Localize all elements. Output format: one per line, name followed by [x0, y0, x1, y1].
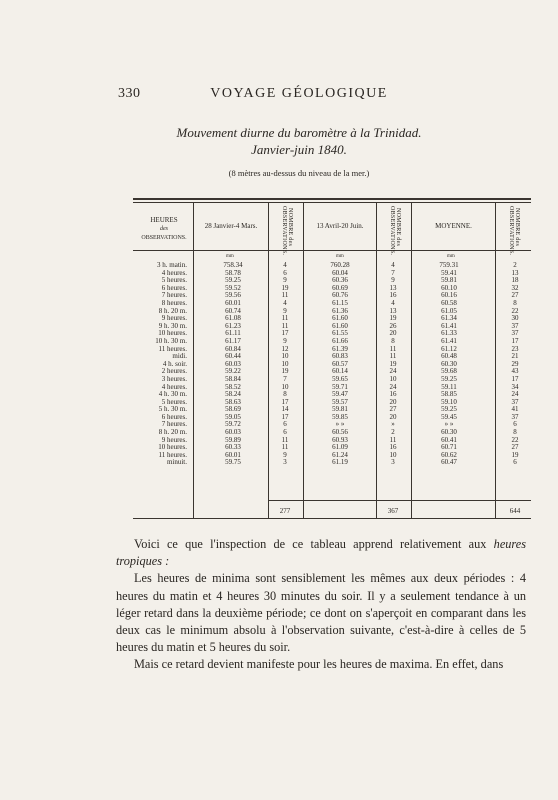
hour-label: 9 heures. [161, 435, 187, 444]
col-rule [268, 202, 269, 518]
period1-count: 3 [283, 458, 287, 467]
header-period2: 13 Avril-20 Juin. [316, 222, 364, 230]
period1-value: 59.75 [225, 458, 241, 467]
period2-value: 760.28 [330, 261, 350, 269]
mean-value: » » [444, 420, 454, 429]
col-rule [376, 202, 377, 518]
mean-value: 60.47 [441, 458, 457, 467]
period1-value: 758.34 [223, 261, 243, 269]
period1-count: 6 [283, 268, 287, 277]
period2-count: 24 [389, 367, 397, 376]
period2-value: 59.47 [332, 390, 348, 399]
period2-value: 60.76 [332, 291, 348, 300]
period1-count: 17 [281, 329, 289, 338]
hour-label: 10 heures. [158, 443, 187, 452]
hour-label: 3 heures. [161, 374, 187, 383]
period1-value: 58.52 [225, 382, 241, 391]
period1-value: 59.05 [225, 412, 241, 421]
period2-value: » » [335, 420, 345, 429]
period1-value: 59.56 [225, 291, 241, 300]
period1-count: 17 [281, 397, 289, 406]
hour-label: 10 heures. [158, 329, 187, 338]
period2-value: 61.19 [332, 458, 348, 467]
period1-value: 61.11 [225, 329, 241, 338]
table-total-rule [268, 500, 531, 501]
mean-value: 60.48 [441, 352, 457, 361]
period2-value: 61.24 [332, 450, 348, 459]
mean-count: 8 [513, 428, 517, 437]
period1-count: 10 [281, 359, 289, 368]
mean-value: 59.10 [441, 397, 457, 406]
period2-value: 61.60 [332, 314, 348, 323]
period1-value: 59.25 [225, 276, 241, 285]
period1-count: 9 [283, 336, 287, 345]
mean-count: 43 [511, 367, 519, 376]
period2-value: 61.66 [332, 336, 348, 345]
mean-value: 60.58 [441, 298, 457, 307]
hour-label: 8 h. 20 m. [158, 428, 187, 437]
col-rule [303, 202, 304, 518]
period1-value: 59.52 [225, 283, 241, 292]
period1-value: 60.01 [225, 298, 241, 307]
period1-value: 61.17 [225, 336, 241, 345]
hour-label: 9 heures. [161, 314, 187, 323]
period2-value: 60.04 [332, 268, 348, 277]
period2-value: 60.56 [332, 428, 348, 437]
mean-value: 60.16 [441, 291, 457, 300]
hour-label: midi. [172, 352, 187, 361]
mean-value: 61.33 [441, 329, 457, 338]
hour-label: 7 heures. [161, 420, 187, 429]
period2-value: 61.39 [332, 344, 348, 353]
mean-count: 29 [511, 359, 519, 368]
paragraph-2: Les heures de minima sont sensiblement les mêmes aux deux périodes : 4 heures du matin et 4 heures 30 minutes du soir. Il y a seulement tendance à un léger retard dans la deuxième période; ce dont on s'aperçoit en comparant dans les deux cas le minimum absolu à l'observation suivante, c'est-à-dire à celles de 5 heures du matin et 5 heures du soir. [116, 571, 526, 655]
period2-value: 61.15 [332, 298, 348, 307]
period1-value: 58.78 [225, 268, 241, 277]
period2-value: 60.36 [332, 276, 348, 285]
hour-label: 10 h. 30 m. [155, 336, 187, 345]
period2-count: 8 [391, 336, 395, 345]
period2-value: 61.60 [332, 321, 348, 330]
period1-count: 12 [281, 344, 289, 353]
period1-count: 11 [281, 291, 289, 300]
period1-count: 9 [283, 276, 287, 285]
mean-value: 58.85 [441, 390, 457, 399]
period1-value: 61.23 [225, 321, 241, 330]
period1-value: 58.63 [225, 397, 241, 406]
period2-count: 3 [391, 458, 395, 467]
period2-count: 2 [391, 428, 395, 437]
header-period1: 28 Janvier-4 Mars. [204, 222, 258, 230]
period2-count: 10 [389, 374, 397, 383]
hours-column [130, 262, 187, 467]
mean-value: 61.41 [441, 336, 457, 345]
period1-value: 59.22 [225, 367, 241, 376]
period1-value: 58.84 [225, 374, 241, 383]
table-bottom-rule [133, 518, 531, 519]
total-period1: 277 [279, 507, 291, 515]
period1-counts-column [276, 262, 294, 467]
mean-value: 61.12 [441, 344, 457, 353]
mean-count: 22 [511, 435, 519, 444]
mean-count: 22 [511, 306, 519, 315]
mean-count: 37 [511, 397, 519, 406]
period2-counts-column [384, 262, 402, 467]
mean-count: 32 [511, 283, 519, 292]
period2-count: 24 [389, 382, 397, 391]
paragraph-3: Mais ce retard devient manifeste pour les heures de maxima. En effet, dans [134, 657, 504, 672]
period2-count: 13 [389, 306, 397, 315]
mean-count: 6 [513, 420, 517, 429]
table-caption: Mouvement diurne du baromètre à la Trinidad. [176, 125, 422, 140]
hour-label: 3 h. matin. [157, 261, 187, 269]
period1-count: 11 [281, 443, 289, 452]
period2-count: 20 [389, 329, 397, 338]
period1-count: 6 [283, 420, 287, 429]
period1-count: 9 [283, 450, 287, 459]
mean-count: 37 [511, 412, 519, 421]
hour-label: 11 heures. [158, 450, 187, 459]
period2-count: 19 [389, 359, 397, 368]
table-caption-date: Janvier-juin 1840. [251, 142, 347, 157]
header-count2: NOMBRE des OBSERVATIONS. [389, 206, 401, 256]
unit-label: mm [336, 254, 344, 259]
mean-value: 59.25 [441, 374, 457, 383]
period2-value: 59.81 [332, 405, 348, 414]
mean-count: 2 [513, 261, 517, 269]
period2-value: 60.14 [332, 367, 348, 376]
hour-label: 11 heures. [158, 344, 187, 353]
period1-value: 60.44 [225, 352, 241, 361]
mean-count: 24 [511, 390, 519, 399]
period2-count: 20 [389, 412, 397, 421]
mean-values-column [426, 262, 472, 467]
body-text [116, 536, 526, 674]
period2-count: 11 [389, 352, 397, 361]
period1-value: 61.08 [225, 314, 241, 323]
period2-value: 59.65 [332, 374, 348, 383]
period2-value: 61.36 [332, 306, 348, 315]
period2-count: 20 [389, 397, 397, 406]
period1-count: 10 [281, 352, 289, 361]
mean-count: 27 [511, 443, 519, 452]
period2-count: 16 [389, 443, 397, 452]
hour-label: 8 h. 20 m. [158, 306, 187, 315]
period2-count: 10 [389, 450, 397, 459]
header-hours-des: des [160, 226, 168, 232]
mean-count: 19 [511, 450, 519, 459]
mean-value: 759.31 [439, 261, 459, 269]
hour-label: 5 h. 30 m. [158, 405, 187, 414]
mean-count: 6 [513, 458, 517, 467]
period2-count: 4 [391, 298, 395, 307]
period1-value: 59.89 [225, 435, 241, 444]
col-rule [495, 202, 496, 518]
period1-count: 6 [283, 428, 287, 437]
mean-count: 18 [511, 276, 519, 285]
period1-count: 17 [281, 412, 289, 421]
running-title: VOYAGE GÉOLOGIQUE [210, 86, 388, 101]
period2-count: 11 [389, 435, 397, 444]
mean-value: 59.41 [441, 268, 457, 277]
hour-label: 8 heures. [161, 298, 187, 307]
period1-count: 7 [283, 374, 287, 383]
period1-value: 60.03 [225, 428, 241, 437]
mean-value: 59.11 [441, 382, 457, 391]
period1-count: 19 [281, 367, 289, 376]
mean-value: 60.62 [441, 450, 457, 459]
col-rule [193, 202, 194, 518]
period2-count: 19 [389, 314, 397, 323]
hour-label: 4 heures. [161, 382, 187, 391]
hour-label: 6 heures. [161, 412, 187, 421]
period1-count: 9 [283, 306, 287, 315]
hour-label: minuit. [166, 458, 187, 467]
header-count1: NOMBRE des OBSERVATIONS. [281, 206, 293, 256]
period1-count: 14 [281, 405, 289, 414]
total-period2: 367 [387, 507, 399, 515]
hour-label: 5 heures. [161, 276, 187, 285]
period1-value: 60.03 [225, 359, 241, 368]
total-mean: 644 [509, 507, 521, 515]
mean-count: 37 [511, 329, 519, 338]
mean-count: 17 [511, 336, 519, 345]
hour-label: 9 h. 30 m. [158, 321, 187, 330]
mean-value: 60.30 [441, 359, 457, 368]
period1-value: 58.24 [225, 390, 241, 399]
period2-count: 26 [389, 321, 397, 330]
mean-count: 41 [511, 405, 519, 414]
header-hours-obs: OBSERVATIONS. [141, 235, 187, 241]
mean-value: 60.10 [441, 283, 457, 292]
mean-value: 61.41 [441, 321, 457, 330]
header-count3: NOMBRE des OBSERVATIONS. [508, 206, 520, 256]
header-hours: HEURES [150, 216, 178, 224]
period2-value: 60.83 [332, 352, 348, 361]
period2-count: 16 [389, 291, 397, 300]
period2-count: 27 [389, 405, 397, 414]
period1-count: 11 [281, 314, 289, 323]
hour-label: 2 heures. [161, 367, 187, 376]
period2-value: 59.85 [332, 412, 348, 421]
mean-count: 17 [511, 374, 519, 383]
period1-values-column [210, 262, 256, 467]
hour-label: 5 heures. [161, 397, 187, 406]
unit-label: mm [447, 254, 455, 259]
period1-value: 60.01 [225, 450, 241, 459]
period2-count: 7 [391, 268, 395, 277]
period1-value: 59.72 [225, 420, 241, 429]
mean-value: 59.81 [441, 276, 457, 285]
period2-value: 59.57 [332, 397, 348, 406]
period1-count: 4 [283, 261, 287, 269]
mean-value: 59.25 [441, 405, 457, 414]
period2-value: 60.93 [332, 435, 348, 444]
hour-label: 4 h. 30 m. [158, 390, 187, 399]
mean-count: 13 [511, 268, 519, 277]
period1-count: 8 [283, 390, 287, 399]
period1-value: 60.74 [225, 306, 241, 315]
period2-value: 61.55 [332, 329, 348, 338]
period2-value: 61.09 [332, 443, 348, 452]
period1-count: 4 [283, 298, 287, 307]
period1-count: 10 [281, 382, 289, 391]
mean-value: 60.41 [441, 435, 457, 444]
period2-values-column [317, 262, 363, 467]
mean-count: 8 [513, 298, 517, 307]
mean-value: 61.34 [441, 314, 457, 323]
hour-label: 4 heures. [161, 268, 187, 277]
period1-value: 60.84 [225, 344, 241, 353]
hour-label: 7 heures. [161, 291, 187, 300]
mean-value: 60.30 [441, 428, 457, 437]
period2-count: 13 [389, 283, 397, 292]
mean-count: 23 [511, 344, 519, 353]
period2-count: 11 [389, 344, 397, 353]
period2-value: 60.69 [332, 283, 348, 292]
period2-value: 59.71 [332, 382, 348, 391]
period2-count: » [391, 420, 395, 429]
mean-count: 27 [511, 291, 519, 300]
paragraph-1: Voici ce que l'inspection de ce tableau apprend relativement aux heures tropiques : [116, 537, 526, 569]
table-caption-note: (8 mètres au-dessus du niveau de la mer.) [228, 168, 370, 178]
header-mean: MOYENNE. [435, 222, 472, 230]
period2-count: 16 [389, 390, 397, 399]
period1-count: 19 [281, 283, 289, 292]
mean-count: 30 [511, 314, 519, 323]
period1-count: 11 [281, 321, 289, 330]
mean-counts-column [506, 262, 524, 467]
hour-label: 4 h. soir. [162, 359, 187, 368]
hour-label: 6 heures. [161, 283, 187, 292]
mean-value: 60.71 [441, 443, 457, 452]
mean-value: 59.45 [441, 412, 457, 421]
mean-count: 21 [511, 352, 519, 361]
col-rule [411, 202, 412, 518]
period1-value: 58.69 [225, 405, 241, 414]
page-number: 330 [118, 86, 141, 101]
period1-count: 11 [281, 435, 289, 444]
mean-count: 37 [511, 321, 519, 330]
mean-count: 34 [511, 382, 519, 391]
period2-count: 4 [391, 261, 395, 269]
mean-value: 61.05 [441, 306, 457, 315]
period1-value: 60.33 [225, 443, 241, 452]
table-top-rule [133, 198, 531, 200]
unit-label: mm [226, 254, 234, 259]
period2-value: 60.57 [332, 359, 348, 368]
period2-count: 9 [391, 276, 395, 285]
mean-value: 59.68 [441, 367, 457, 376]
